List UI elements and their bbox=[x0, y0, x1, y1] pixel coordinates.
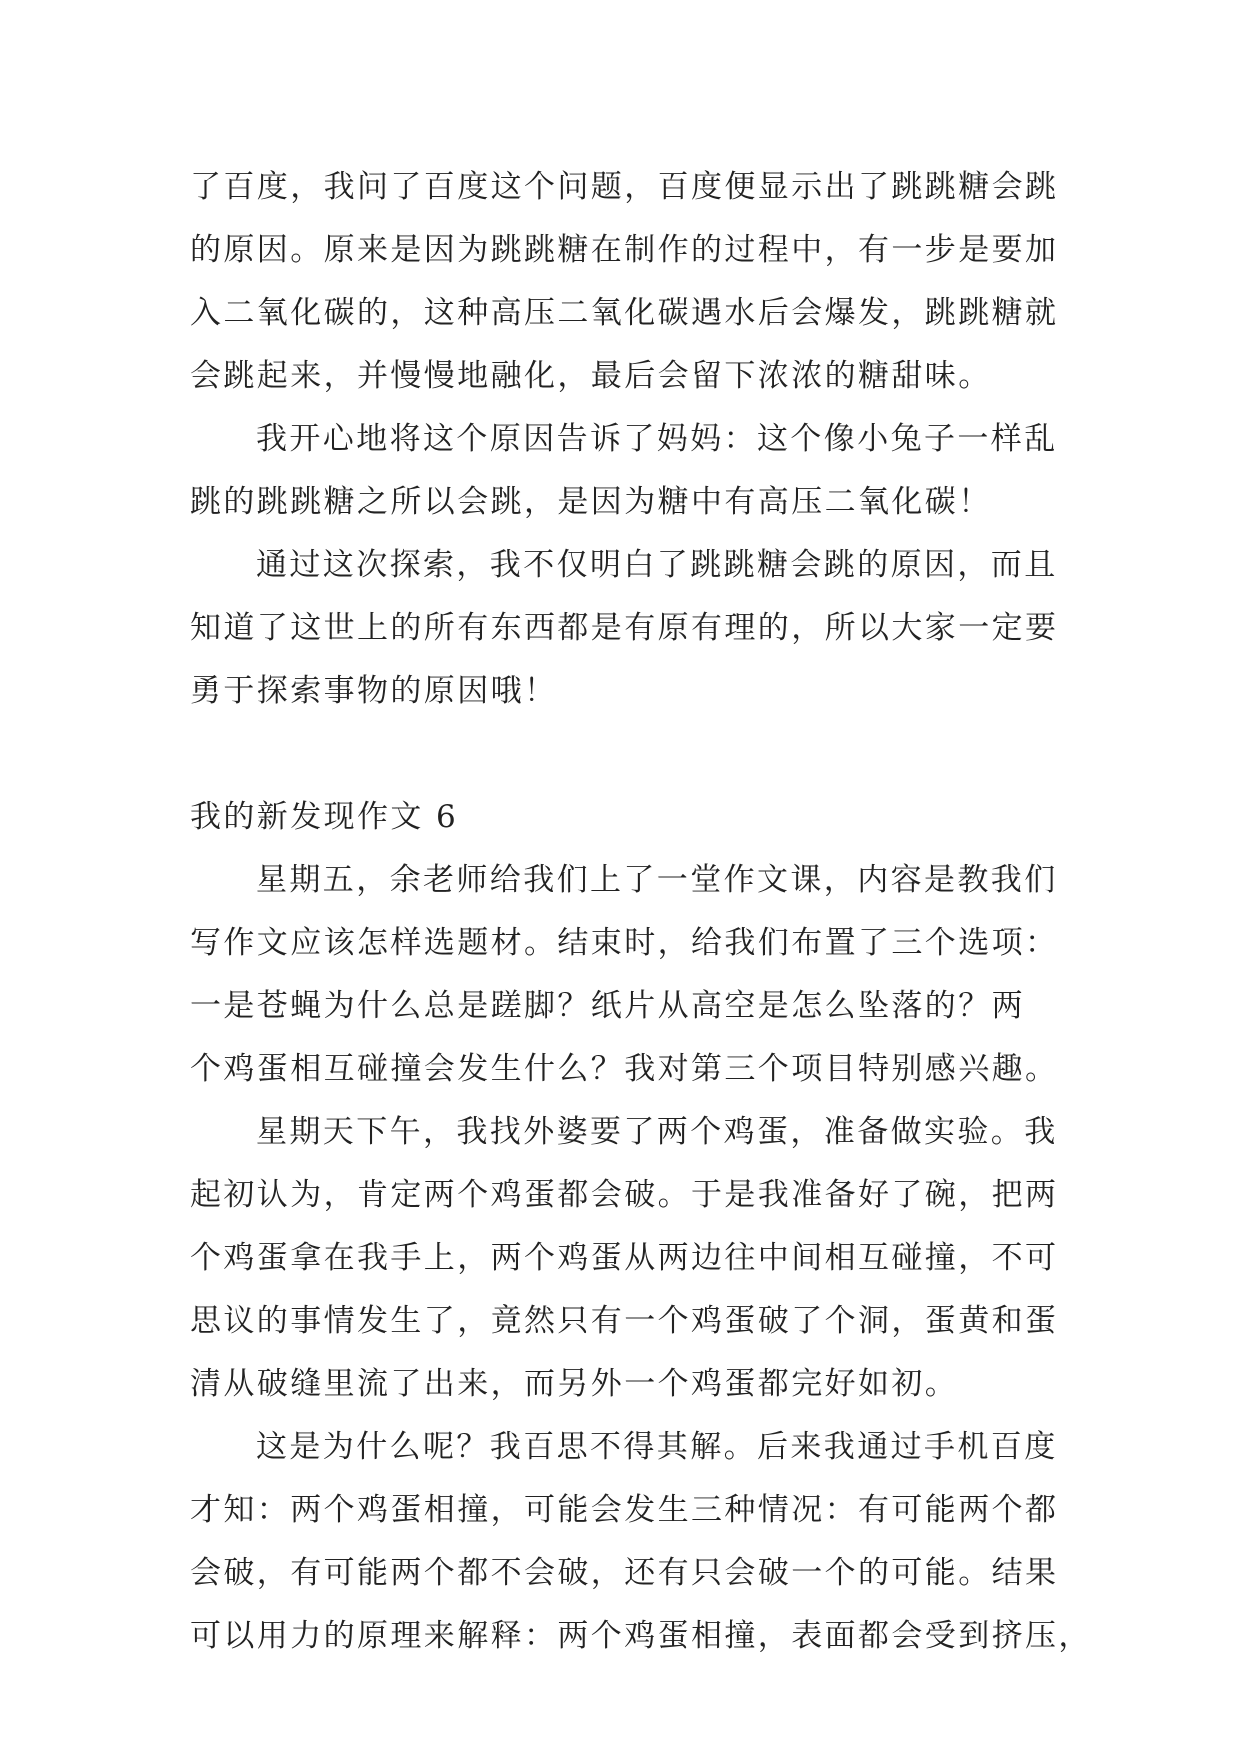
text-line: 清从破缝里流了出来，而另外一个鸡蛋都完好如初。 bbox=[190, 1366, 959, 1402]
text-line: 我开心地将这个原因告诉了妈妈：这个像小兔子一样乱 bbox=[256, 421, 1058, 457]
paragraph bbox=[190, 1416, 1092, 1668]
text-line: 写作文应该怎样选题材。结束时，给我们布置了三个选项： bbox=[190, 925, 1059, 961]
text-line: 会破，有可能两个都不会破，还有只会破一个的可能。结果 bbox=[190, 1555, 1059, 1591]
paragraph-continued bbox=[190, 156, 1080, 408]
text-line: 个鸡蛋拿在我手上，两个鸡蛋从两边往中间相互碰撞，不可 bbox=[190, 1240, 1059, 1276]
text-line: 知道了这世上的所有东西都是有原有理的，所以大家一定要 bbox=[190, 610, 1059, 646]
text-line: 可以用力的原理来解释：两个鸡蛋相撞，表面都会受到挤压， bbox=[190, 1618, 1092, 1654]
text-line: 通过这次探索，我不仅明白了跳跳糖会跳的原因，而且 bbox=[256, 547, 1058, 583]
paragraph bbox=[190, 534, 1080, 723]
text-line: 勇于探索事物的原因哦！ bbox=[190, 673, 558, 709]
text-line: 星期五，余老师给我们上了一堂作文课，内容是教我们 bbox=[256, 862, 1058, 898]
text-line: 会跳起来，并慢慢地融化，最后会留下浓浓的糖甜味。 bbox=[190, 358, 992, 394]
document-body bbox=[190, 156, 1092, 1668]
paragraph bbox=[190, 849, 1080, 1101]
text-line: 个鸡蛋相互碰撞会发生什么？我对第三个项目特别感兴趣。 bbox=[190, 1051, 1059, 1087]
paragraph bbox=[190, 408, 1080, 534]
text-line: 思议的事情发生了，竟然只有一个鸡蛋破了个洞，蛋黄和蛋 bbox=[190, 1303, 1059, 1339]
text-line: 了百度，我问了百度这个问题，百度便显示出了跳跳糖会跳 bbox=[190, 169, 1059, 205]
text-line: 起初认为，肯定两个鸡蛋都会破。于是我准备好了碗，把两 bbox=[190, 1177, 1059, 1213]
text-line: 这是为什么呢？我百思不得其解。后来我通过手机百度 bbox=[256, 1429, 1058, 1465]
paragraph bbox=[190, 1101, 1080, 1416]
text-line: 的原因。原来是因为跳跳糖在制作的过程中，有一步是要加 bbox=[190, 232, 1059, 268]
section-spacer bbox=[190, 723, 1080, 786]
text-line: 跳的跳跳糖之所以会跳，是因为糖中有高压二氧化碳！ bbox=[190, 484, 992, 520]
text-line: 才知：两个鸡蛋相撞，可能会发生三种情况：有可能两个都 bbox=[190, 1492, 1059, 1528]
text-line: 一是苍蝇为什么总是蹉脚？纸片从高空是怎么坠落的？两 bbox=[190, 988, 1025, 1024]
text-line: 星期天下午，我找外婆要了两个鸡蛋，准备做实验。我 bbox=[256, 1114, 1058, 1150]
text-line: 入二氧化碳的，这种高压二氧化碳遇水后会爆发，跳跳糖就 bbox=[190, 295, 1059, 331]
section-title: 我的新发现作文 6 bbox=[190, 799, 459, 835]
